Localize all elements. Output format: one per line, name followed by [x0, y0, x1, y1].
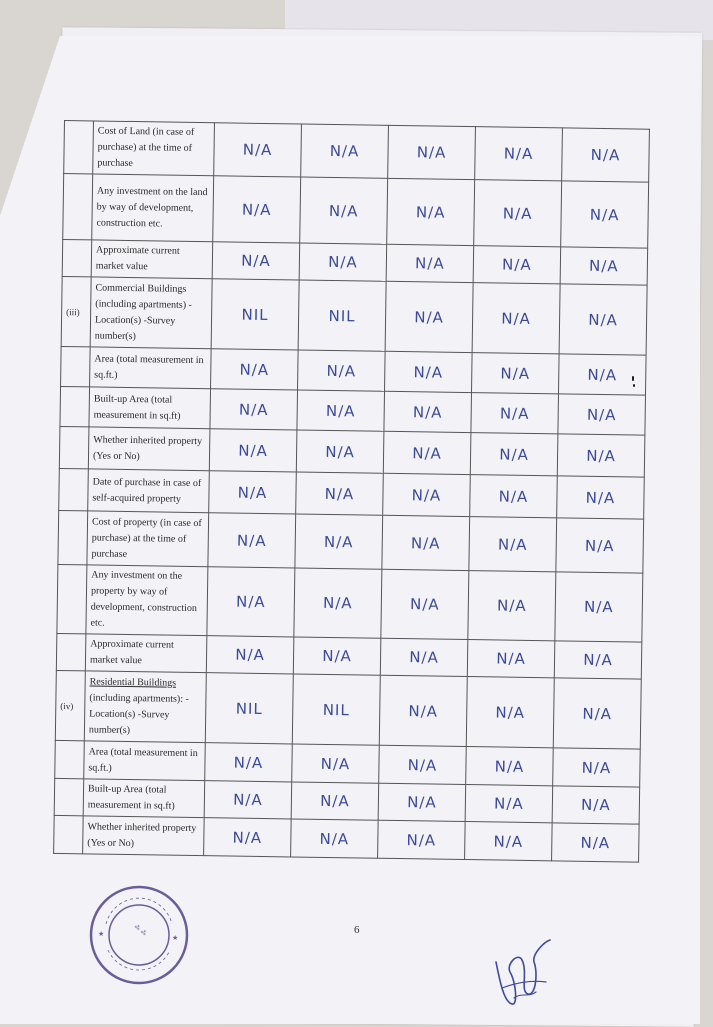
table-row	[63, 174, 649, 249]
handwritten-value: N/A	[561, 181, 649, 248]
row-label-text: Built-up Area (total measurement in sq.ft)	[87, 783, 175, 812]
handwritten-value: N/A	[385, 281, 473, 352]
row-label	[85, 634, 207, 673]
handwritten-value: N/A	[378, 820, 466, 859]
row-number	[64, 121, 94, 174]
handwritten-value: N/A	[209, 429, 297, 472]
row-label	[88, 427, 210, 471]
row-number	[54, 778, 84, 815]
row-label	[93, 121, 215, 176]
handwritten-value: N/A	[210, 389, 298, 430]
row-label-text: Cost of property (in case of purchase) at the time of purchase	[91, 515, 202, 560]
handwritten-value: N/A	[208, 513, 296, 568]
table-row	[58, 510, 644, 573]
row-label	[83, 779, 205, 818]
handwritten-value: N/A	[297, 390, 385, 431]
handwritten-value: N/A	[387, 178, 475, 245]
handwritten-value: N/A	[211, 349, 299, 390]
handwritten-value: N/A	[206, 636, 294, 674]
row-number	[59, 426, 89, 468]
handwritten-value: N/A	[383, 473, 471, 516]
handwritten-value: N/A	[291, 819, 379, 858]
row-label-text: Date of purchase in case of self-acquired property	[92, 475, 202, 505]
paper-speck	[633, 384, 635, 387]
handwritten-value: N/A	[558, 354, 646, 395]
handwritten-value: N/A	[475, 127, 563, 181]
handwritten-value: N/A	[465, 822, 553, 861]
handwritten-value: N/A	[382, 515, 470, 570]
handwritten-value: N/A	[379, 675, 467, 746]
row-label-text: Area (total measurement in sq.ft.)	[94, 352, 204, 381]
paper-speck	[632, 376, 634, 381]
handwritten-value: N/A	[380, 638, 468, 676]
row-number	[57, 564, 87, 633]
row-label	[88, 469, 210, 513]
handwritten-value: N/A	[466, 747, 554, 786]
handwritten-value: N/A	[299, 243, 387, 281]
handwritten-value: N/A	[300, 177, 388, 244]
row-label-text: Whether inherited property (Yes or No)	[87, 820, 197, 849]
page-number: 6	[354, 924, 360, 936]
table-row	[61, 276, 647, 355]
handwritten-value: N/A	[293, 637, 381, 675]
handwritten-value: N/A	[296, 472, 384, 515]
row-number	[54, 815, 84, 853]
table-row	[64, 121, 650, 183]
handwritten-value: NIL	[211, 279, 299, 350]
handwritten-value: N/A	[555, 572, 643, 642]
section-heading: Residential Buildings	[89, 675, 177, 689]
handwritten-value: N/A	[468, 571, 556, 641]
row-label-text: Approximate current market value	[89, 638, 174, 667]
svg-text:★: ★	[172, 934, 179, 942]
row-number	[55, 740, 85, 778]
handwritten-value: N/A	[558, 394, 646, 435]
row-label	[84, 671, 206, 743]
handwritten-value: NIL	[292, 674, 380, 745]
row-label	[90, 347, 212, 389]
table-row	[55, 670, 641, 749]
row-label-text: Area (total measurement in sq.ft.)	[88, 745, 198, 774]
row-number	[58, 510, 88, 564]
handwritten-value: N/A	[388, 125, 476, 179]
handwritten-value: N/A	[384, 391, 472, 432]
handwritten-value: NIL	[298, 280, 386, 351]
handwritten-value: N/A	[292, 744, 380, 783]
handwritten-value: N/A	[560, 247, 648, 285]
row-label-text: Any investment on the land by way of development, construction etc.	[96, 184, 208, 229]
row-number	[61, 346, 91, 386]
table-row	[54, 815, 639, 862]
handwritten-value: N/A	[469, 517, 557, 572]
handwritten-value: N/A	[298, 350, 386, 391]
handwritten-value: N/A	[204, 818, 292, 857]
folded-corner	[0, 36, 60, 216]
handwritten-value: N/A	[213, 176, 301, 243]
handwritten-value: NIL	[205, 673, 293, 744]
row-number	[63, 174, 93, 240]
row-label-text: (including apartments): -Location(s) -Survey number(s)	[88, 691, 189, 736]
row-label-text: Built-up Area (total measurement in sq.ft)	[93, 392, 181, 422]
notary-seal-stamp	[88, 884, 190, 986]
row-label	[86, 565, 208, 636]
handwritten-value: N/A	[552, 823, 640, 862]
row-label	[91, 240, 213, 279]
row-label	[84, 741, 206, 781]
handwritten-value: N/A	[474, 180, 562, 247]
handwritten-value: N/A	[207, 567, 295, 637]
row-label-text: Any investment on the property by way of development, construction etc.	[90, 569, 197, 629]
handwritten-value: N/A	[385, 351, 473, 392]
handwritten-value: N/A	[205, 743, 293, 782]
row-number: (iv)	[55, 670, 85, 740]
handwritten-value: N/A	[383, 431, 471, 474]
handwritten-value: N/A	[562, 128, 650, 182]
handwritten-value: N/A	[556, 518, 644, 573]
row-label	[92, 174, 214, 242]
handwritten-value: N/A	[559, 284, 647, 355]
row-label	[89, 387, 211, 429]
handwritten-value: N/A	[472, 353, 560, 394]
handwritten-value: N/A	[557, 476, 645, 519]
handwritten-value: N/A	[553, 748, 641, 787]
handwritten-value: N/A	[212, 242, 300, 280]
handwritten-value: N/A	[209, 471, 297, 514]
handwritten-value: N/A	[295, 514, 383, 569]
row-number	[59, 468, 89, 510]
row-number: (iii)	[61, 276, 91, 346]
row-number	[62, 239, 92, 276]
handwritten-value: N/A	[204, 781, 292, 819]
handwritten-signature	[488, 932, 558, 1012]
row-label	[83, 816, 205, 856]
row-label	[90, 277, 212, 349]
handwritten-value: N/A	[296, 430, 384, 473]
handwritten-value: N/A	[553, 678, 641, 749]
handwritten-value: N/A	[381, 569, 469, 639]
svg-text:⁂ ⁂: ⁂ ⁂	[132, 923, 148, 938]
row-label-text: Cost of Land (in case of purchase) at the time of purchase	[97, 125, 195, 170]
handwritten-value: N/A	[465, 785, 553, 823]
handwritten-value: N/A	[379, 745, 467, 784]
table-row	[57, 564, 643, 642]
handwritten-value: N/A	[467, 640, 555, 678]
svg-text:★: ★	[98, 930, 105, 938]
handwritten-value: N/A	[473, 246, 561, 284]
handwritten-value: N/A	[552, 786, 640, 824]
handwritten-value: N/A	[470, 433, 558, 476]
row-label-text: Commercial Buildings (including apartments) -Location(s) -Survey number(s)	[94, 281, 192, 342]
row-label	[87, 511, 209, 567]
handwritten-value: N/A	[557, 434, 645, 477]
handwritten-value: N/A	[301, 124, 389, 178]
asset-declaration-table	[53, 120, 650, 863]
row-number	[56, 633, 86, 670]
handwritten-value: N/A	[294, 568, 382, 638]
row-label-text: Whether inherited property (Yes or No)	[92, 433, 203, 462]
handwritten-value: N/A	[470, 475, 558, 518]
handwritten-value: N/A	[466, 677, 554, 748]
handwritten-value: N/A	[378, 783, 466, 821]
handwritten-value: N/A	[471, 393, 559, 434]
handwritten-value: N/A	[472, 283, 560, 354]
handwritten-value: N/A	[291, 782, 379, 820]
handwritten-value: N/A	[386, 244, 474, 282]
row-number	[60, 386, 90, 426]
handwritten-value: N/A	[554, 641, 642, 679]
row-label-text: Approximate current market value	[95, 244, 180, 273]
handwritten-value: N/A	[214, 123, 302, 177]
